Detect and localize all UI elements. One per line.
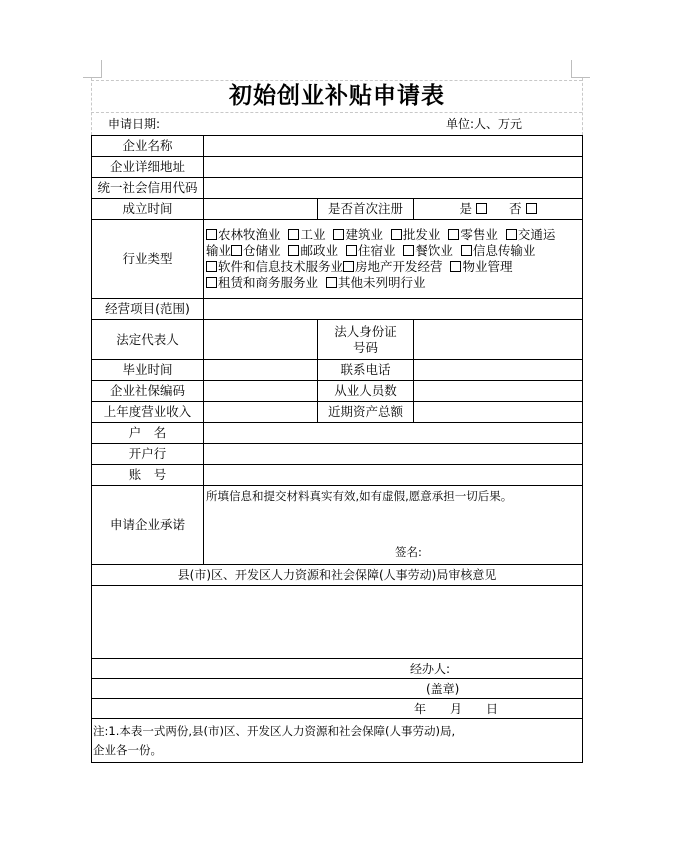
account-name-field[interactable] <box>204 423 583 444</box>
table-row <box>92 299 583 320</box>
industry-software: 软件和信息技术服务业 <box>218 259 344 274</box>
handler-label: 经办人: <box>92 659 583 679</box>
review-opinion-area[interactable] <box>92 586 583 659</box>
graduation-time-label: 毕业时间 <box>92 360 204 381</box>
checkbox[interactable] <box>506 229 517 240</box>
table-row <box>92 444 583 465</box>
table-row <box>92 465 583 486</box>
industry-postal: 邮政业 <box>300 243 338 258</box>
checkbox[interactable] <box>343 261 354 272</box>
phone-field[interactable] <box>414 360 583 381</box>
industry-agriculture: 农林牧渔业 <box>218 227 281 242</box>
page-title: 初始创业补贴申请表 <box>229 83 445 109</box>
table-row <box>92 719 583 763</box>
table-row <box>92 381 583 402</box>
commitment-text: 所填信息和提交材料真实有效,如有虚假,愿意承担一切后果。 <box>206 489 513 503</box>
industry-retail: 零售业 <box>460 227 498 242</box>
table-row <box>92 136 583 157</box>
table-row <box>92 565 583 586</box>
industry-line <box>206 243 580 259</box>
industry-catering: 餐饮业 <box>415 243 453 258</box>
checkbox[interactable] <box>288 229 299 240</box>
industry-accommodation: 住宿业 <box>357 243 396 258</box>
commitment-cell <box>204 486 583 565</box>
credit-code-label: 统一社会信用代码 <box>92 178 204 199</box>
bank-label: 开户行 <box>92 444 204 465</box>
checkbox[interactable] <box>391 229 402 240</box>
margin-guide-right <box>582 78 583 135</box>
industry-construction: 建筑业 <box>345 227 383 242</box>
employees-field[interactable] <box>414 381 583 402</box>
no-label: 否 <box>509 201 522 216</box>
company-name-label: 企业名称 <box>92 136 204 157</box>
legal-rep-label: 法定代表人 <box>92 320 204 360</box>
checkbox[interactable] <box>333 229 344 240</box>
social-security-code-field[interactable] <box>204 381 318 402</box>
business-scope-label: 经营项目(范围) <box>92 299 204 320</box>
crop-mark-top-left <box>101 60 102 78</box>
industry-warehousing: 仓储业 <box>243 243 281 258</box>
table-row <box>92 157 583 178</box>
social-security-code-label: 企业社保编码 <box>92 381 204 402</box>
table-row <box>92 402 583 423</box>
crop-mark-top-right <box>571 60 572 78</box>
establish-time-label: 成立时间 <box>92 199 204 220</box>
note-line-2: 企业各一份。 <box>93 742 162 757</box>
recent-assets-field[interactable] <box>414 402 583 423</box>
checkbox[interactable] <box>403 245 414 256</box>
review-date: 年 月 日 <box>92 699 583 719</box>
unit-label: 单位:人、万元 <box>446 117 523 131</box>
crop-mark-top-right-h <box>572 77 590 78</box>
industry-info-transmission: 信息传输业 <box>472 243 536 258</box>
apply-date-label: 申请日期: <box>108 117 161 131</box>
crop-mark-top-left-h <box>83 77 101 78</box>
table-row <box>92 659 583 679</box>
application-form-table <box>91 135 583 763</box>
industry-property-management: 物业管理 <box>462 259 513 274</box>
table-row <box>92 699 583 719</box>
business-scope-field[interactable] <box>204 299 583 320</box>
no-checkbox[interactable] <box>526 203 537 214</box>
industry-industry: 工业 <box>300 227 326 242</box>
review-heading: 县(市)区、开发区人力资源和社会保障(人事劳动)局审核意见 <box>92 565 583 586</box>
table-row <box>92 178 583 199</box>
account-number-field[interactable] <box>204 465 583 486</box>
industry-line <box>206 227 580 243</box>
legal-rep-field[interactable] <box>204 320 318 360</box>
signature-label: 签名: <box>395 545 422 559</box>
table-row <box>92 320 583 360</box>
industry-line <box>206 275 580 291</box>
industry-type-label: 行业类型 <box>92 220 204 299</box>
industry-wholesale: 批发业 <box>402 227 441 242</box>
first-registration-choice <box>414 199 583 220</box>
legal-id-label-line2: 号码 <box>352 339 378 355</box>
checkbox[interactable] <box>231 245 242 256</box>
industry-real-estate: 房地产开发经营 <box>355 259 443 274</box>
legal-id-label-line1: 法人身份证 <box>334 323 397 339</box>
last-year-revenue-label: 上年度营业收入 <box>92 402 204 423</box>
industry-transport-part1: 交通运 <box>517 227 556 242</box>
industry-transport-part2: 输业 <box>206 243 232 258</box>
commitment-label: 申请企业承诺 <box>92 486 204 565</box>
legal-id-label <box>318 320 414 360</box>
first-registration-label: 是否首次注册 <box>318 199 414 220</box>
employees-label: 从业人员数 <box>318 381 414 402</box>
checkbox[interactable] <box>206 261 217 272</box>
graduation-time-field[interactable] <box>204 360 318 381</box>
bank-field[interactable] <box>204 444 583 465</box>
company-name-field[interactable] <box>204 136 583 157</box>
establish-time-field[interactable] <box>204 199 318 220</box>
table-row <box>92 220 583 299</box>
yes-checkbox[interactable] <box>476 203 487 214</box>
seal-label: (盖章) <box>92 679 583 699</box>
credit-code-field[interactable] <box>204 178 583 199</box>
table-row <box>92 199 583 220</box>
note-cell <box>92 719 583 763</box>
yes-label: 是 <box>459 201 473 216</box>
checkbox[interactable] <box>206 229 217 240</box>
table-row <box>92 586 583 659</box>
last-year-revenue-field[interactable] <box>204 402 318 423</box>
checkbox[interactable] <box>448 229 459 240</box>
company-address-label: 企业详细地址 <box>92 157 204 178</box>
account-name-label: 户 名 <box>92 423 204 444</box>
checkbox[interactable] <box>206 277 217 288</box>
industry-leasing: 租赁和商务服务业 <box>218 275 319 290</box>
table-row <box>92 423 583 444</box>
industry-options <box>204 220 583 299</box>
checkbox[interactable] <box>326 277 337 288</box>
table-row <box>92 360 583 381</box>
table-row <box>92 486 583 565</box>
checkbox[interactable] <box>346 245 357 256</box>
title-guide-bottom <box>91 112 582 113</box>
checkbox[interactable] <box>450 261 461 272</box>
industry-line <box>206 259 580 275</box>
note-line-1: 注:1.本表一式两份,县(市)区、开发区人力资源和社会保障(人事劳动)局, <box>93 723 456 738</box>
phone-label: 联系电话 <box>318 360 414 381</box>
company-address-field[interactable] <box>204 157 583 178</box>
account-number-label: 账 号 <box>92 465 204 486</box>
table-row <box>92 679 583 699</box>
legal-id-field[interactable] <box>414 320 583 360</box>
recent-assets-label: 近期资产总额 <box>318 402 414 423</box>
checkbox[interactable] <box>288 245 299 256</box>
checkbox[interactable] <box>461 245 472 256</box>
industry-other: 其他未列明行业 <box>337 275 426 290</box>
